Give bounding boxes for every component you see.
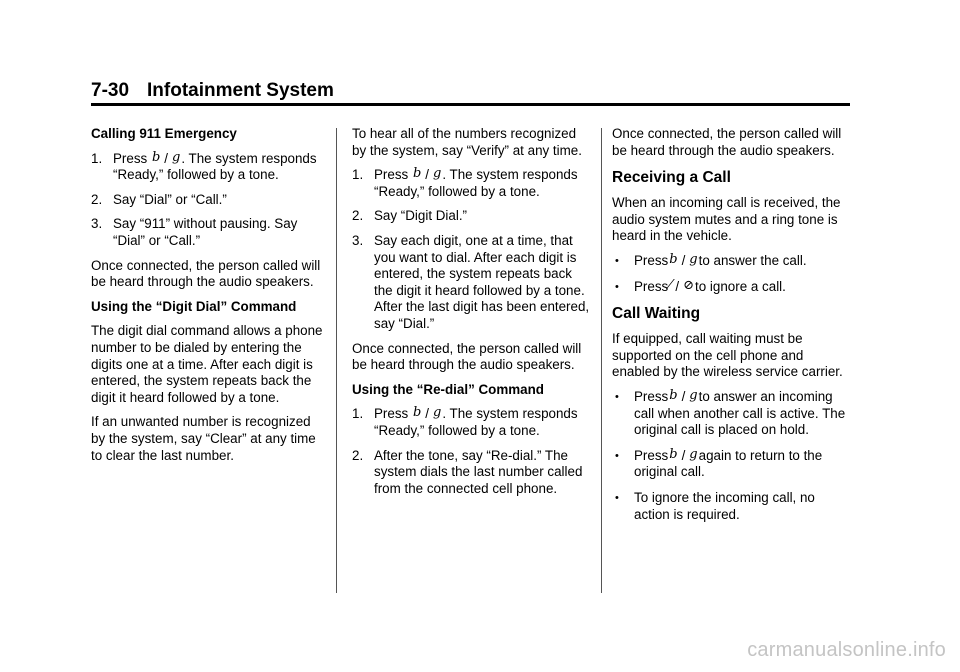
bullet-text: To ignore the incoming call, no action is required. [634, 489, 815, 522]
bullet-text: again to return to the original call. [634, 447, 823, 480]
bullet-text: Press [634, 252, 669, 268]
steps-redial [352, 406, 592, 497]
list-item [612, 490, 850, 523]
bullet: • [615, 254, 619, 267]
paragraph: To hear all of the numbers recognized by the system, say “Verify” at any time. [352, 126, 582, 158]
phone-icon: g [689, 251, 698, 267]
step-number: 1. [352, 406, 364, 422]
step-text: . The system responds “Ready,” followed by a tone. [113, 150, 317, 183]
step-text: Say “Digit Dial.” [374, 208, 468, 224]
mute-icon: ⊘ [683, 277, 695, 293]
page-header [91, 80, 334, 102]
list-item [91, 216, 323, 249]
bullets-waiting [612, 389, 850, 523]
paragraph: The digit dial command allows a phone number to be dialed by entering the digits one at a time. After each digit is entered, the system repeats back the digit it heard followed by a tone. [91, 323, 323, 405]
step-number: 3. [352, 232, 364, 248]
paragraph: Once connected, the person called will be heard through the audio speakers. [352, 340, 582, 373]
subheading-redial: Using the “Re-dial” Command [352, 381, 544, 397]
page-number: 7-30 [91, 80, 130, 101]
bullet-text: Press [634, 278, 669, 294]
step-text: Press [374, 167, 409, 183]
bullet: • [615, 449, 619, 462]
list-item [352, 208, 592, 225]
step-text: After the tone, say “Re-dial.” The system dials the last number called from the connected cell phone. [374, 447, 583, 496]
phone-icon: g [433, 166, 442, 182]
header-rule [91, 103, 850, 106]
step-text: . The system responds “Ready,” followed by a tone. [374, 406, 578, 438]
phone-voice-icon: b [669, 387, 678, 403]
paragraph: If equipped, call waiting must be supported on the cell phone and enabled by the wireless service carrier. [612, 331, 843, 380]
bullet: • [615, 491, 619, 504]
column-divider [336, 128, 337, 593]
phone-voice-icon: b [412, 166, 422, 182]
column-1 [91, 126, 323, 472]
heading-receiving-call: Receiving a Call [612, 169, 731, 187]
bullet: • [615, 390, 619, 403]
step-number: 1. [91, 150, 103, 166]
list-item: 1. Press b / g. The system responds “Ready,” followed by a tone. [91, 149, 317, 183]
heading-call-waiting: Call Waiting [612, 305, 701, 323]
phone-icon: g [689, 446, 698, 462]
subheading-calling-911: Calling 911 Emergency [91, 126, 237, 141]
end-call-icon: ⁄ [669, 277, 672, 293]
paragraph: Once connected, the person called will be heard through the audio speakers. [612, 126, 842, 158]
step-text: Say “Dial” or “Call.” [113, 191, 227, 207]
list-item: 1. Press b / g. The system responds “Ready,” followed by a tone. [352, 405, 578, 438]
phone-icon: g [433, 405, 442, 421]
phone-voice-icon: b [669, 251, 678, 267]
phone-icon: g [172, 149, 181, 165]
phone-icon: g [689, 387, 698, 403]
list-item: • Pressb / gto answer an incoming call when another call is active. The original call is placed on hold. [615, 387, 846, 438]
paragraph: If an unwanted number is recognized by the system, say “Clear” at any time to clear the last number. [91, 414, 316, 463]
section-title: Infotainment System [147, 80, 334, 101]
step-number: 2. [352, 208, 364, 224]
phone-voice-icon: b [412, 405, 422, 421]
bullet: • [615, 280, 619, 293]
steps-911 [91, 151, 323, 250]
step-text: Press [374, 406, 409, 422]
subheading-digit-dial: Using the “Digit Dial” Command [91, 298, 297, 314]
bullet-text: to answer an incoming call when another call is active. The original call is placed on hold. [634, 388, 846, 438]
step-number: 2. [91, 191, 103, 207]
list-item: 1. Press b / g. The system responds “Ready,” followed by a tone. [352, 166, 578, 199]
list-item: • Pressb / gagain to return to the original call. [615, 446, 823, 480]
step-text: Say each digit, one at a time, that you want to dial. After each digit is entered, the system repeats back the digit it heard followed by a tone. After the last digit has been entered, say “Dial.” [374, 232, 590, 331]
list-item [352, 233, 592, 333]
column-2 [352, 126, 592, 505]
phone-voice-icon: b [151, 149, 161, 165]
step-text: Say “911” without pausing. Say “Dial” or “Call.” [113, 216, 298, 248]
bullet-text: Press [634, 388, 669, 404]
list-item [91, 192, 323, 209]
paragraph: When an incoming call is received, the audio system mutes and a ring tone is heard in the vehicle. [612, 195, 841, 244]
bullets-receiving [612, 253, 850, 295]
phone-voice-icon: b [669, 446, 678, 462]
bullet-text: Press [634, 447, 669, 463]
list-item: • Press⁄ / ⊘to ignore a call. [615, 277, 786, 294]
list-item [352, 448, 592, 498]
step-text: . The system responds “Ready,” followed by a tone. [374, 167, 578, 199]
list-item: • Pressb / gto answer the call. [615, 251, 807, 268]
paragraph: Once connected, the person called will be heard through the audio speakers. [91, 257, 321, 290]
column-3 [612, 126, 850, 532]
watermark: carmanualsonline.info [747, 639, 946, 661]
step-number: 1. [352, 167, 364, 183]
step-number: 2. [352, 447, 364, 463]
column-divider [601, 128, 602, 593]
step-number: 3. [91, 216, 103, 232]
bullet-text: to answer the call. [698, 252, 807, 268]
bullet-text: to ignore a call. [695, 278, 786, 294]
step-text: Press [113, 150, 148, 166]
steps-digit-dial [352, 167, 592, 332]
